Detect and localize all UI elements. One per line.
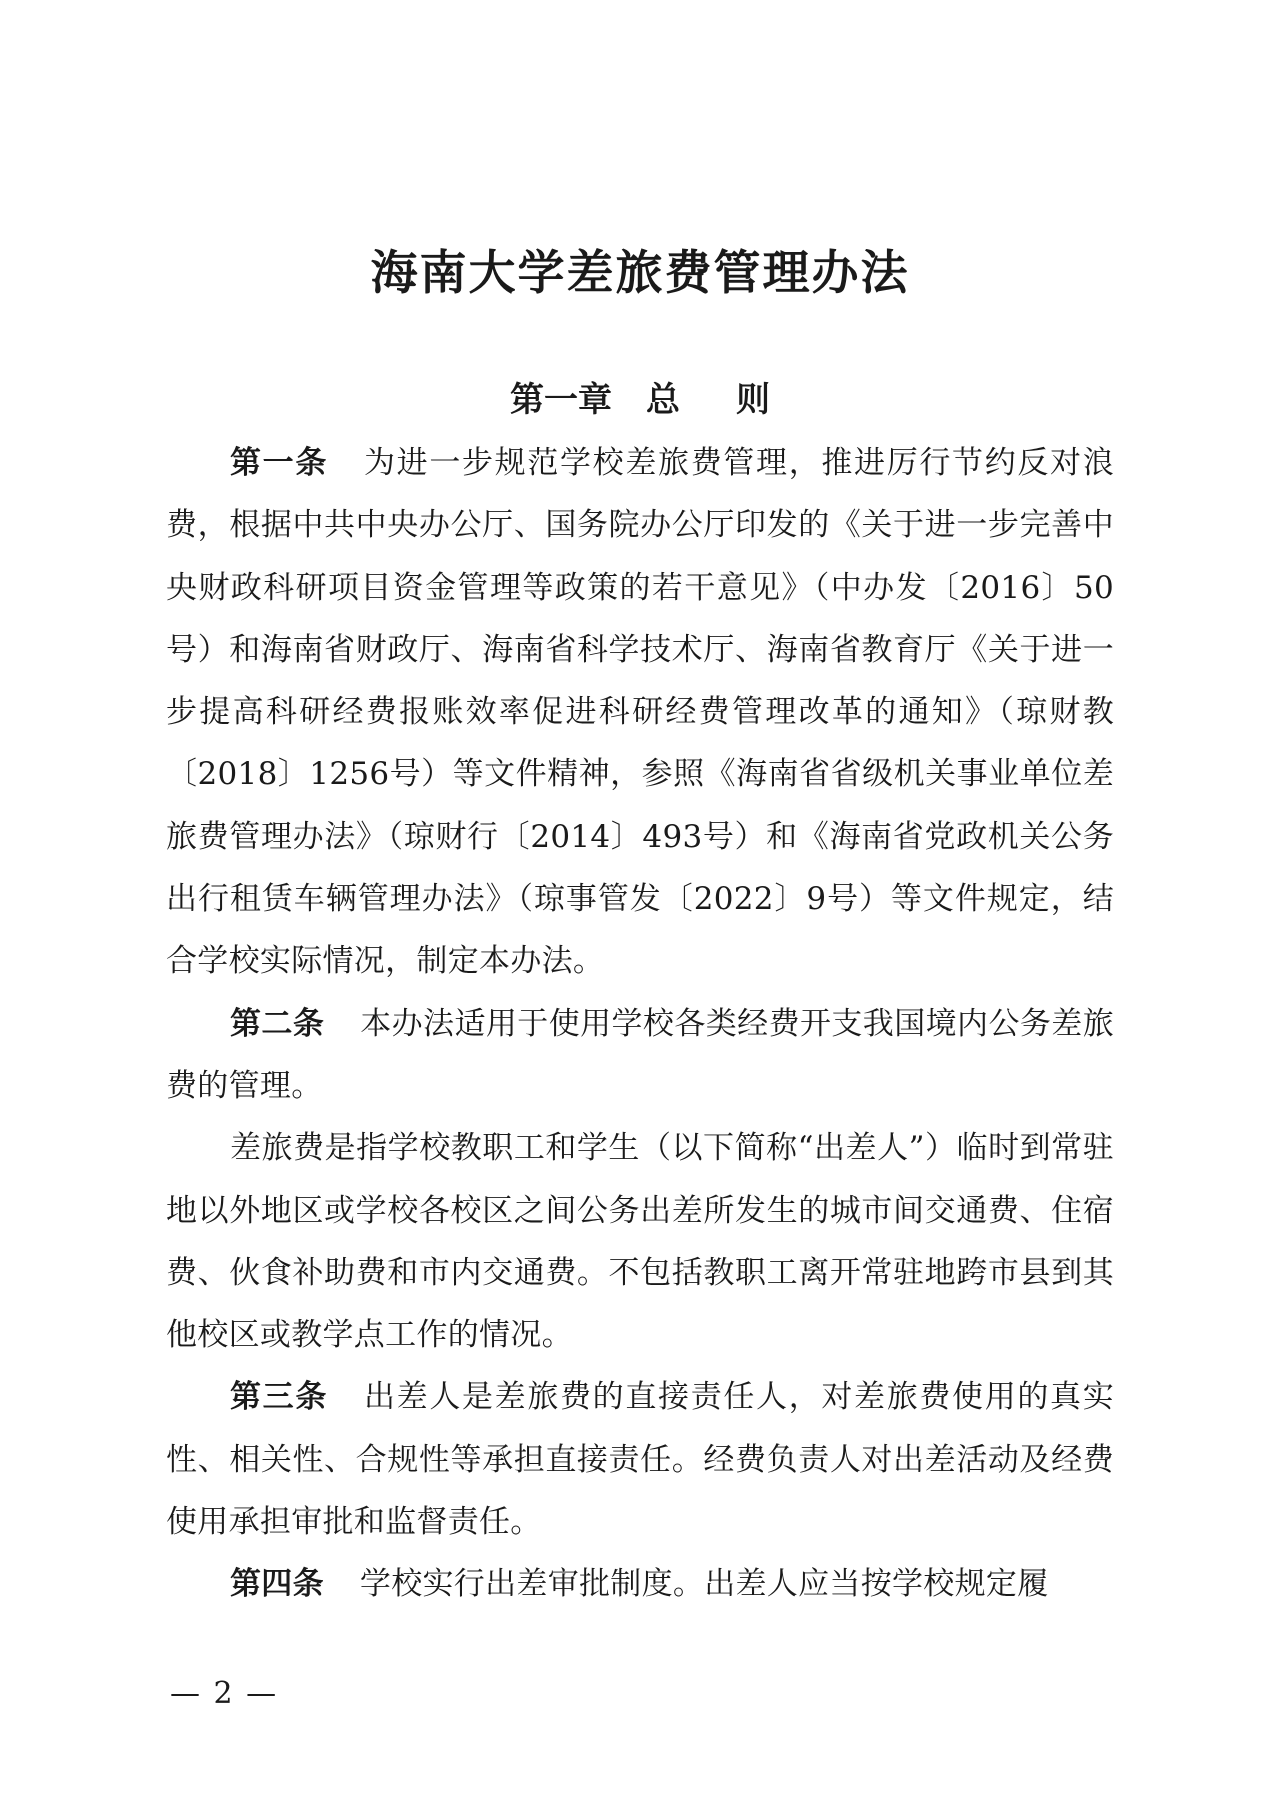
article-3 <box>166 1366 1114 1553</box>
article-title: 第一条 <box>230 445 329 481</box>
article-text: 出差人是差旅费的直接责任人，对差旅费使用的真实性、相关性、合规性等承担直接责任。经费负责人对出差活动及经费使用承担审批和监督责任。 <box>166 1379 1114 1541</box>
article-title: 第三条 <box>230 1379 329 1416</box>
article-1 <box>166 432 1114 993</box>
chapter-heading <box>0 372 1280 421</box>
page-number: — 2 — <box>170 1676 279 1711</box>
article-text: 学校实行出差审批制度。出差人应当按学校规定履 <box>359 1566 1049 1603</box>
chapter-number: 第一章 <box>510 380 612 420</box>
chapter-title-char-2: 则 <box>736 380 770 420</box>
article-text: 为进一步规范学校差旅费管理，推进厉行节约反对浪费，根据中共中央办公厅、国务院办公厅印发的《关于进一步完善中央财政科研项目资金管理等政策的若干意见》（中办发〔2016〕50号）和海南省财政厅、海南省科学技术厅、海南省教育厅《关于进一步提高科研经费报账效率促进科研经费管理改革的通知》（琼财教〔2018〕1256号）等文件精神，参照《海南省省级机关事业单位差旅费管理办法》（琼财行〔2014〕493号）和《海南省党政机关公务出行租赁车辆管理办法》（琼事管发〔2022〕9号）等文件规定，结合学校实际情况，制定本办法。 <box>166 445 1114 980</box>
article-2 <box>166 993 1114 1118</box>
document-title: 海南大学差旅费管理办法 <box>370 246 910 301</box>
article-4 <box>166 1553 1114 1615</box>
article-text: 本办法适用于使用学校各类经费开支我国境内公务差旅费的管理。 <box>166 1005 1114 1104</box>
article-title: 第二条 <box>230 1005 325 1042</box>
chapter-title-char-1: 总 <box>646 380 680 420</box>
article-text: 差旅费是指学校教职工和学生（以下简称“出差人”）临时到常驻地以外地区或学校各校区之间公务出差所发生的城市间交通费、住宿费、伙食补助费和市内交通费。不包括教职工离开常驻地跨市县到其他校区或教学点工作的情况。 <box>166 1130 1114 1354</box>
article-title: 第四条 <box>230 1566 324 1603</box>
article-2-continued <box>166 1117 1114 1366</box>
document-body <box>166 432 1114 1616</box>
